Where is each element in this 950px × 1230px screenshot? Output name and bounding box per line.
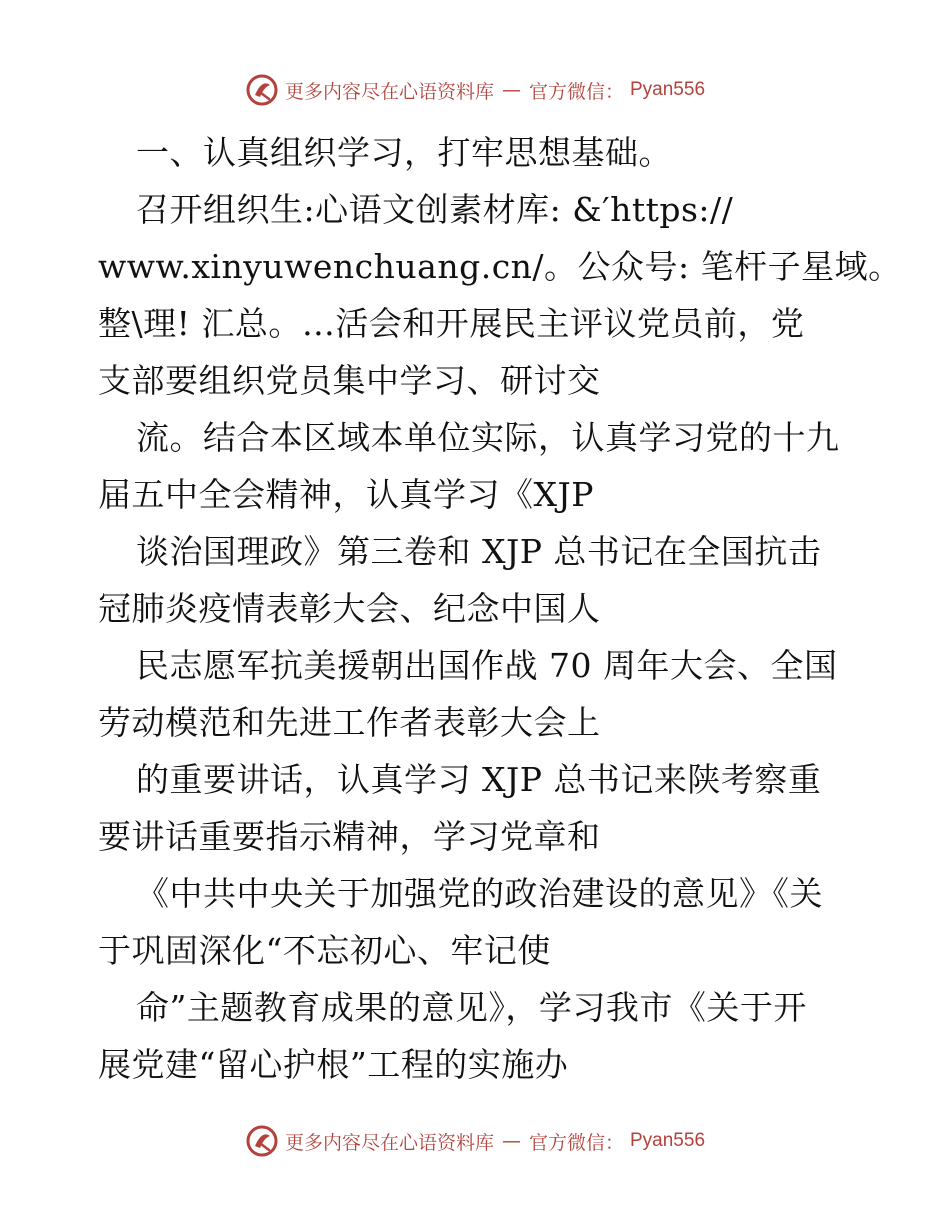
paragraph-line: 支部要组织党员集中学习、研讨交 xyxy=(98,361,601,400)
paragraph-line: 《中共中央关于加强党的政治建设的意见》《关 xyxy=(136,874,823,913)
document-body xyxy=(98,124,902,1093)
paragraph-line: 整\理! 汇总。…活会和开展民主评议党员前，党 xyxy=(98,304,805,343)
watermark-wechat-label: 官方微信： xyxy=(528,80,624,103)
brand-logo-icon xyxy=(245,73,279,107)
section-heading: 一、认真组织学习，打牢思想基础。 xyxy=(136,133,672,172)
paragraph-line: 谈治国理政》第三卷和 XJP 总书记在全国抗击 xyxy=(136,532,822,571)
watermark-wechat-id: Pyan556 xyxy=(630,1130,706,1151)
paragraph-line: 劳动模范和先进工作者表彰大会上 xyxy=(98,703,601,742)
brand-logo-icon xyxy=(245,1124,279,1158)
paragraph-line: 于巩固深化“不忘初心、牢记使 xyxy=(98,931,551,970)
paragraph-line: 展党建“留心护根”工程的实施办 xyxy=(98,1045,569,1084)
watermark-site-text: 更多内容尽在心语资料库 xyxy=(284,1131,494,1154)
paragraph-line: www.xinyuwenchuang.cn/。公众号: 笔杆子星域。 xyxy=(98,247,902,286)
paragraph-line: 的重要讲话，认真学习 XJP 总书记来陕考察重 xyxy=(136,760,822,799)
watermark-dash: — xyxy=(501,79,521,101)
watermark-dash: — xyxy=(501,1130,521,1152)
paragraph-line: 命”主题教育成果的意见》，学习我市《关于开 xyxy=(136,988,807,1027)
paragraph-line: 届五中全会精神，认真学习《XJP xyxy=(98,475,594,514)
paragraph-line: 要讲话重要指示精神，学习党章和 xyxy=(98,817,601,856)
watermark-site-text: 更多内容尽在心语资料库 xyxy=(284,80,494,103)
paragraph-line: 民志愿军抗美援朝出国作战 70 周年大会、全国 xyxy=(136,646,838,685)
paragraph-line: 流。结合本区域本单位实际，认真学习党的十九 xyxy=(136,418,840,457)
footer-watermark xyxy=(0,1124,950,1158)
watermark-wechat-label: 官方微信： xyxy=(528,1131,624,1154)
paragraph-line: 召开组织生:心语文创素材库: &′https:// xyxy=(136,190,734,229)
watermark-wechat-id: Pyan556 xyxy=(630,79,706,100)
header-watermark xyxy=(0,73,950,107)
paragraph-line: 冠肺炎疫情表彰大会、纪念中国人 xyxy=(98,589,601,628)
